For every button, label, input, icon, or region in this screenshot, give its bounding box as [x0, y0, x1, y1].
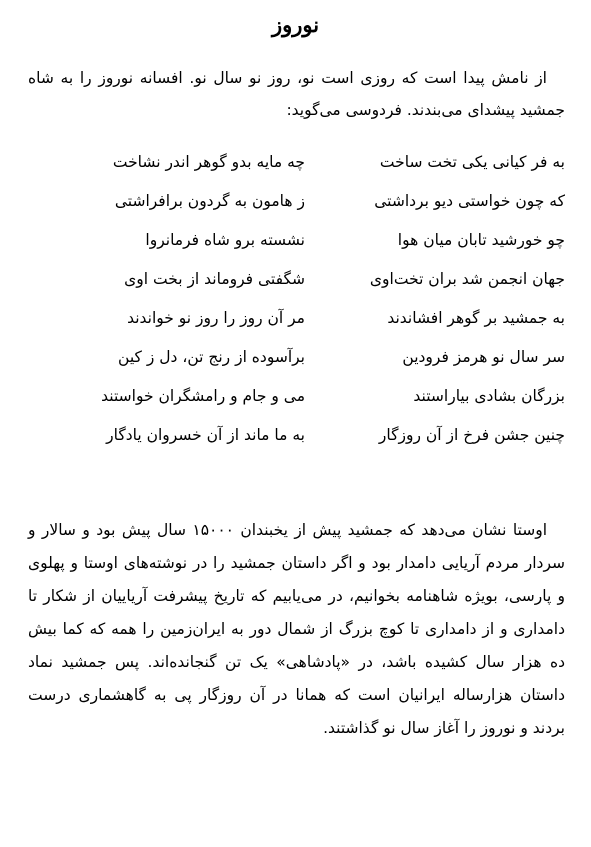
poem-couplet: [28, 181, 565, 220]
poem: [28, 142, 565, 454]
poem-couplet: [28, 376, 565, 415]
poem-hemistich-first: چو خورشید تابان میان هوا: [397, 230, 565, 249]
poem-couplet: [28, 337, 565, 376]
body-text: اوستا نشان می‌دهد که جمشید پیش از یخبندان ۱۵۰۰۰ سال پیش بود و سالار و سردار مردم آریایی دامدار بود و اگر داستان جمشید را در نوشته‌های اوستا و پهلوی و پارسی، بویژه شاهنامه بخوانیم، در می‌یابیم که تاریخ پیشرفت آریاییان از شکار تا دامداری و از دامداری تا کوچ بزرگ از شمال دور به ایران‌زمین را همه که کما بیش ده هزار سال کشیده باشد، در «پادشاهی» یک تن گنجانده‌اند. پس جمشید نماد داستان هزارساله ایرانیان است که همانا در آن روزگار پی به گاهشماری درست بردند و نوروز را آغاز سال نو گذاشتند.: [28, 521, 565, 737]
poem-hemistich-second: نشسته برو شاه فرمانروا: [145, 230, 305, 249]
poem-hemistich-second: چه مایه بدو گوهر اندر نشاخت: [112, 152, 305, 171]
poem-hemistich-first: به فر کیانی یکی تخت ساخت: [379, 152, 565, 171]
poem-hemistich-first: جهان انجمن شد بران تخت‌اوی: [369, 269, 565, 288]
intro-paragraph: [28, 62, 565, 126]
poem-hemistich-second: ز هامون به گردون برافراشتی: [114, 191, 305, 210]
poem-hemistich-first: چنین جشن فرخ از آن روزگار: [378, 425, 565, 444]
poem-couplet: [28, 142, 565, 181]
page-title: نوروز: [271, 12, 320, 37]
poem-hemistich-first: بزرگان بشادی بیاراستند: [413, 386, 565, 405]
intro-text: از نامش پیدا است که روزی است نو، روز نو سال نو. افسانه نوروز را به شاه جمشید پیشدای می‌بندند. فردوسی می‌گوید:: [28, 69, 565, 119]
poem-couplet: [28, 259, 565, 298]
poem-hemistich-second: مر آن روز را روز نو خواندند: [127, 308, 305, 327]
poem-couplet: [28, 298, 565, 337]
poem-hemistich-second: برآسوده از رنج تن، دل ز کین: [118, 347, 305, 366]
poem-hemistich-first: به جمشید بر گوهر افشاندند: [387, 308, 565, 327]
poem-hemistich-second: می و جام و رامشگران خواستند: [101, 386, 305, 405]
poem-hemistich-second: به ما ماند از آن خسروان یادگار: [106, 425, 305, 444]
poem-couplet: [28, 415, 565, 454]
poem-hemistich-first: که چون خواستی دیو برداشتی: [374, 191, 565, 210]
poem-hemistich-first: سر سال نو هرمز فرودین: [402, 347, 565, 366]
body-paragraph: [28, 514, 565, 745]
poem-hemistich-second: شگفتی فروماند از بخت اوی: [124, 269, 305, 288]
poem-couplet: [28, 220, 565, 259]
